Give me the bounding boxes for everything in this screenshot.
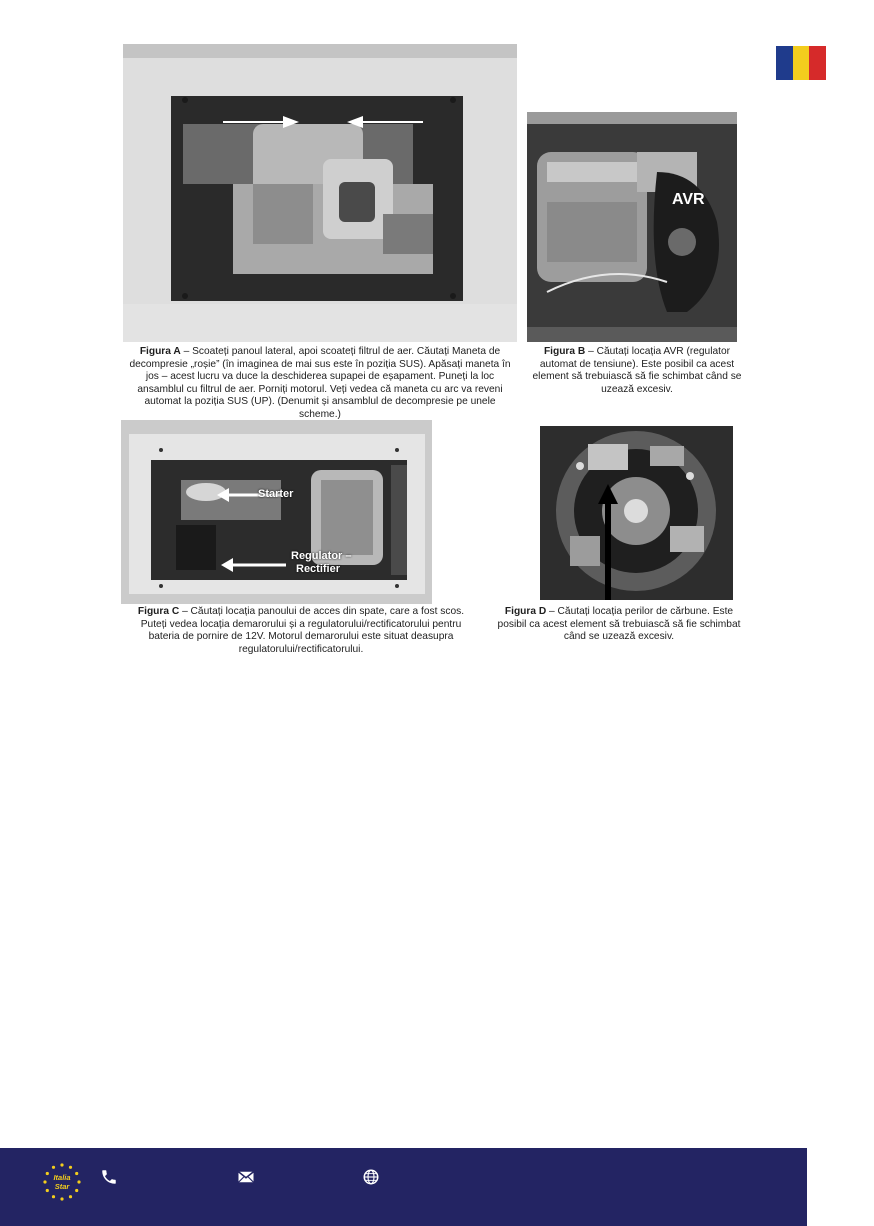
figure-b-text: – Căutați locația AVR (regulator automat de tensiune). Este posibil ca acest element să trebuiască să fie schimbat când se uzează excesiv. [532,346,742,395]
star-logo[interactable] [42,1162,82,1202]
figure-c-text: – Căutați locația panoului de acces din spate, care a fost scos. Puteți vedea locația demarorului și a regulatorului/rectificatorului pentru bateria de pornire de 12V. Motorul demarorului este situat deasupra regulatorului/rectificatorului. [140,606,465,655]
starter-callout-label: Starter [258,488,294,500]
figure-c-photo [121,420,432,604]
regulator-callout-label-line1: Regulator – [291,550,352,562]
figure-c-label: Figura C [137,606,180,617]
figure-c-caption [126,606,476,656]
figure-d-photo [540,426,733,600]
figure-a-text: – Scoateți panoul lateral, apoi scoateți filtrul de aer. Căutați Maneta de decompresie „roșie” (în imaginea de mai sus este în poziția SUS). Apăsați maneta în jos – acest lucru va duce la deschiderea supapei de eșapament. Puneți la loc ansamblul cu filtrul de aer. Porniți motorul. Veți vedea că maneta cu arc va reveni automat la poziția SUS (UP). (Denumit și ansamblul de decompresie pe unele scheme.) [129,346,511,420]
mail-icon[interactable] [237,1168,255,1186]
figure-d-text: – Căutați locația perilor de cărbune. Este posibil ca acest element să trebuiască să fie schimbat când se uzează excesiv. [497,606,741,643]
phone-icon[interactable] [100,1168,118,1186]
footer-bar [0,1148,807,1226]
figure-a-caption [128,346,512,422]
globe-icon[interactable] [362,1168,380,1186]
figure-d-label: Figura D [504,606,547,617]
logo-line2: Star [54,1182,70,1191]
logo-line1: Italia [53,1173,71,1182]
regulator-callout-label-line2: Rectifier [296,563,341,575]
figure-a-label: Figura A [139,346,181,357]
figure-b-photo [527,112,737,342]
figure-a-photo [123,44,517,342]
figure-d-caption [494,606,744,644]
romanian-flag-icon [776,46,826,80]
figure-b-caption [532,346,742,396]
avr-photo-label: AVR [672,191,705,208]
figure-b-label: Figura B [543,346,586,357]
